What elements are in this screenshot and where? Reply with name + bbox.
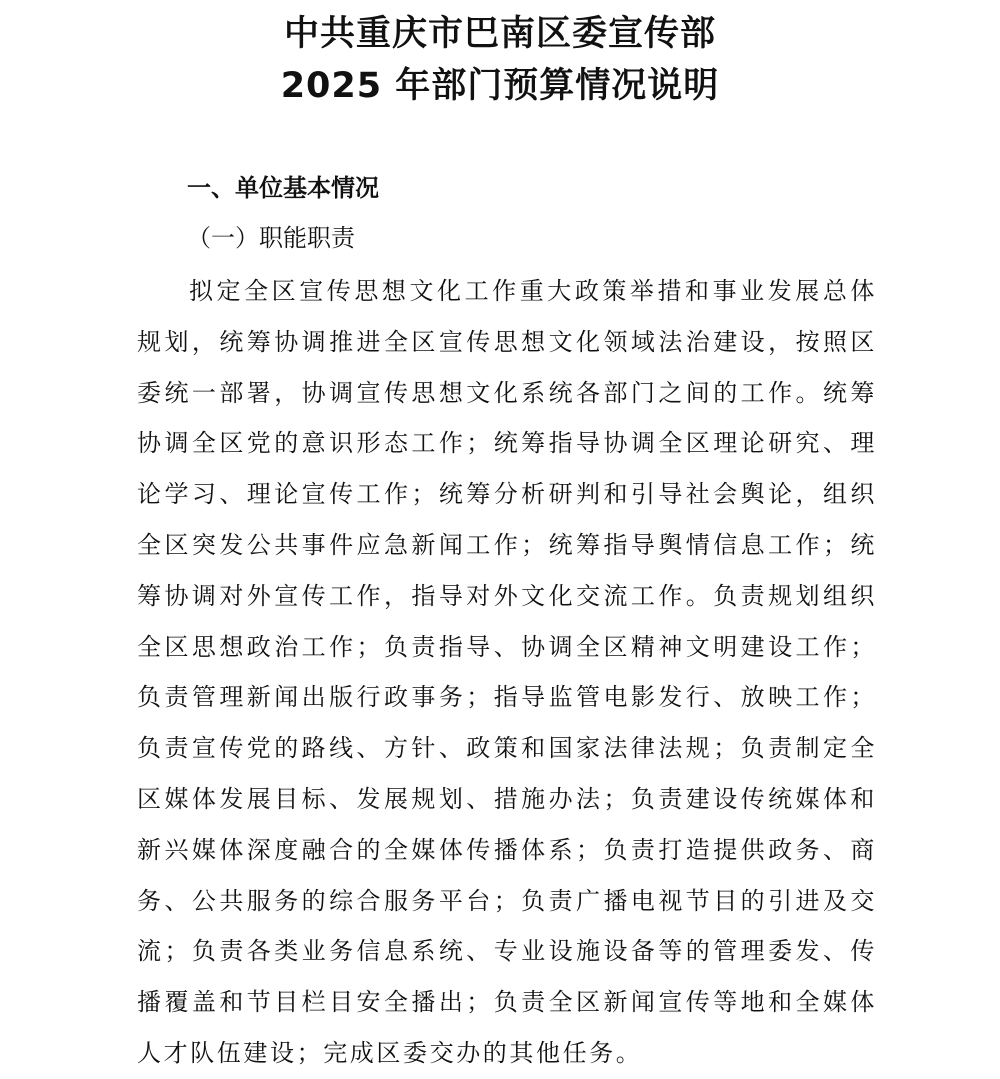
document-title [0, 8, 1000, 112]
section-heading: 一、单位基本情况 [187, 174, 379, 202]
title-line-budget: 2025 年部门预算情况说明 [280, 66, 720, 106]
sub-heading: （一）职能职责 [187, 224, 355, 252]
title-line-organization: 中共重庆市巴南区委宣传部 [283, 14, 716, 54]
body-paragraph: 拟定全区宣传思想文化工作重大政策举措和事业发展总体规划，统筹协调推进全区宣传思想文化领域法治建设，按照区委统一部署，协调宣传思想文化系统各部门之间的工作。统筹协调全区党的意识形态工作；统筹指导协调全区理论研究、理论学习、理论宣传工作；统筹分析研判和引导社会舆论，组织全区突发公共事件应急新闻工作；统筹指导舆情信息工作；统筹协调对外宣传工作，指导对外文化交流工作。负责规划组织全区思想政治工作；负责指导、协调全区精神文明建设工作；负责管理新闻出版行政事务；指导监管电影发行、放映工作；负责宣传党的路线、方针、政策和国家法律法规；负责制定全区媒体发展目标、发展规划、措施办法；负责建设传统媒体和新兴媒体深度融合的全媒体传播体系；负责打造提供政务、商务、公共服务的综合服务平台；负责广播电视节目的引进及交流；负责各类业务信息系统、专业设施设备等的管理委发、传播覆盖和节目栏目安全播出；负责全区新闻宣传等地和全媒体人才队伍建设；完成区委交办的其他任务。 [137, 277, 877, 1067]
